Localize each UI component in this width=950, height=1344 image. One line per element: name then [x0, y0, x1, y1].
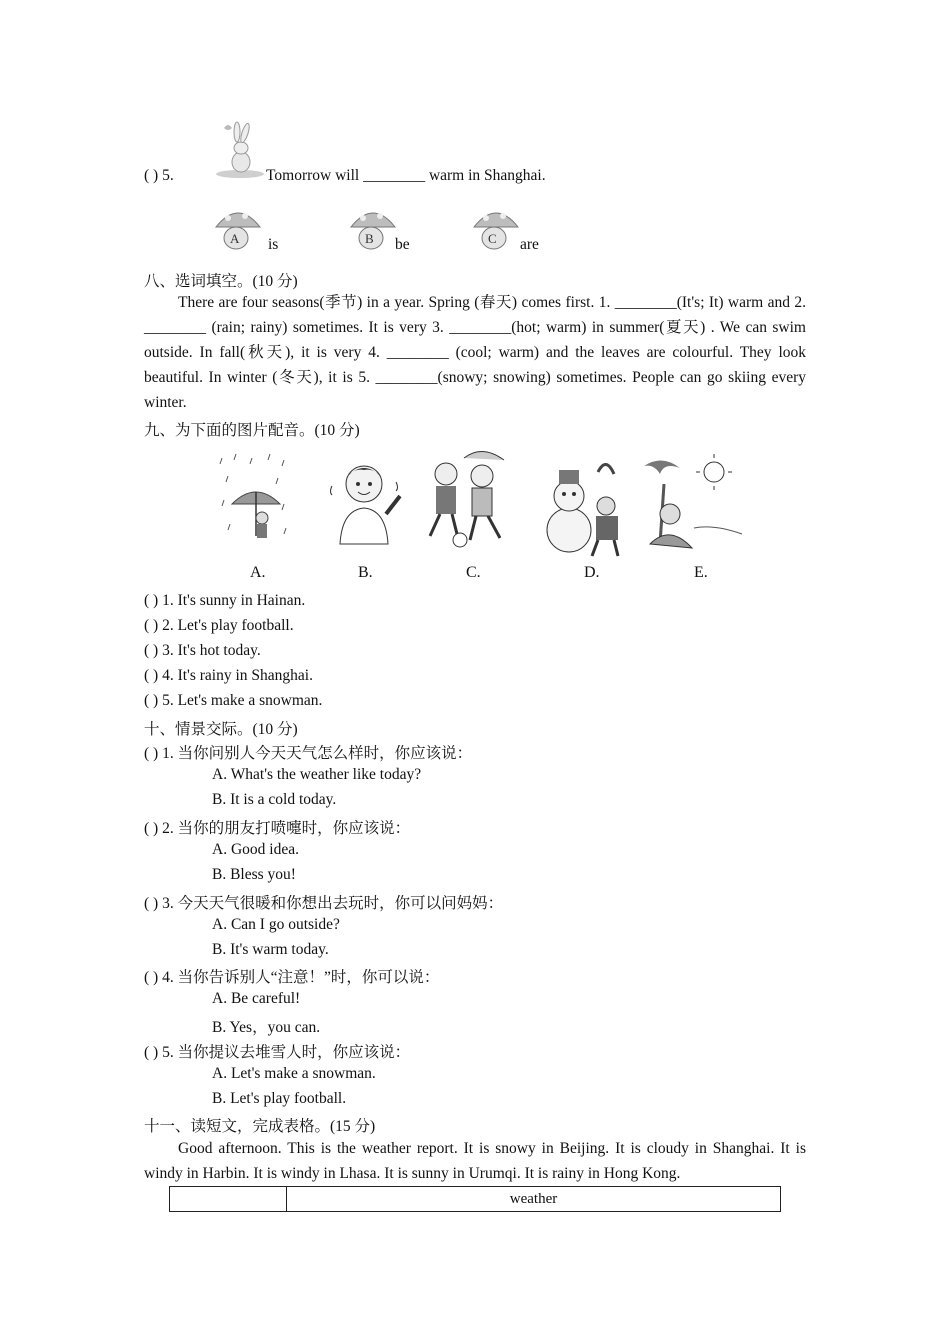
section10-q2: ( ) 2. 当你的朋友打喷嚏时，你应该说： [144, 820, 411, 837]
section10-q3-option-a: A. Can I go outside? [212, 916, 340, 933]
section11-heading: 十一、读短文，完成表格。(15 分) [144, 1118, 376, 1135]
picture-e-sunny-beach [644, 454, 742, 548]
section11-passage: Good afternoon. This is the weather report. It is snowy in Beijing. It is cloudy in Shanghai. It is windy in Harbin. It is windy in Lhasa. It is sunny in Urumqi. It is rainy in Hong Kong. [144, 1140, 806, 1182]
mushroom-option-a [212, 205, 264, 251]
section10-q4-option-b: B. Yes，you can. [212, 1019, 321, 1036]
table-header-weather: weather [287, 1187, 781, 1212]
section10-q3: ( ) 3. 今天天气很暖和你想出去玩时，你可以问妈妈： [144, 895, 504, 912]
section10-q5-option-b: B. Let's play football. [212, 1090, 347, 1107]
section10-q2-option-a: A. Good idea. [212, 841, 299, 858]
section10-q1: ( ) 1. 当你问别人今天天气怎么样时，你应该说： [144, 745, 473, 762]
section10-q5-option-a: A. Let's make a snowman. [212, 1065, 376, 1082]
section10-heading: 十、情景交际。(10 分) [144, 721, 298, 738]
section10-q1-option-a: A. What's the weather like today? [212, 766, 422, 783]
picture-b-hot-boy [331, 466, 401, 544]
q7-item5-bracket: ( ) 5. [144, 167, 174, 184]
section9-item-2: ( ) 2. Let's play football. [144, 617, 294, 634]
svg-text:A: A [230, 231, 240, 246]
section9-item-4: ( ) 4. It's rainy in Shanghai. [144, 667, 313, 684]
picture-a-rain-umbrella [220, 454, 286, 538]
section10-q4-option-a: A. Be careful! [212, 990, 301, 1007]
svg-text:B: B [365, 231, 374, 246]
svg-text:C: C [488, 231, 497, 246]
table-row [170, 1187, 781, 1212]
mushroom-option-b [347, 205, 399, 251]
section10-q5: ( ) 5. 当你提议去堆雪人时，你应该说： [144, 1044, 411, 1061]
option-c-word: are [520, 236, 539, 253]
picture-label-a: A. [250, 564, 266, 581]
weather-pictures [214, 444, 744, 582]
section10-q3-option-b: B. It's warm today. [212, 941, 329, 958]
mushroom-option-c [470, 205, 522, 251]
picture-label-c: C. [466, 564, 481, 581]
section8-heading: 八、选词填空。(10 分) [144, 273, 298, 290]
option-b-word: be [395, 236, 410, 253]
table-header-city [170, 1187, 287, 1212]
picture-label-b: B. [358, 564, 373, 581]
section10-q1-option-b: B. It is a cold today. [212, 791, 337, 808]
section8-passage: There are four seasons(季节) in a year. Spring (春天) comes first. 1. ________(It's; It) warm and 2. ________ (rain; rainy) sometimes. It is very 3. ________(hot; warm) in summer(夏天) . We can swim outside. In fall(秋天), it is very 4. ________ (cool; warm) and the leaves are colourful. They look beautiful. In winter (冬天), it is 5. ________(snowy; snowing) sometimes. People can go skiing every winter. [144, 294, 806, 411]
section9-heading: 九、为下面的图片配音。(10 分) [144, 422, 360, 439]
picture-d-snowman [547, 464, 618, 556]
picture-label-e: E. [694, 564, 708, 581]
section10-q4: ( ) 4. 当你告诉别人“注意！”时，你可以说： [144, 969, 440, 986]
option-a-word: is [268, 236, 279, 253]
section9-item-1: ( ) 1. It's sunny in Hainan. [144, 592, 306, 609]
section9-item-5: ( ) 5. Let's make a snowman. [144, 692, 323, 709]
picture-c-football [430, 451, 504, 547]
rabbit-illustration [214, 118, 266, 180]
weather-table [169, 1186, 781, 1212]
section10-q2-option-b: B. Bless you! [212, 866, 296, 883]
q7-item5-sentence: Tomorrow will ________ warm in Shanghai. [266, 167, 546, 184]
section9-item-3: ( ) 3. It's hot today. [144, 642, 261, 659]
picture-label-d: D. [584, 564, 600, 581]
